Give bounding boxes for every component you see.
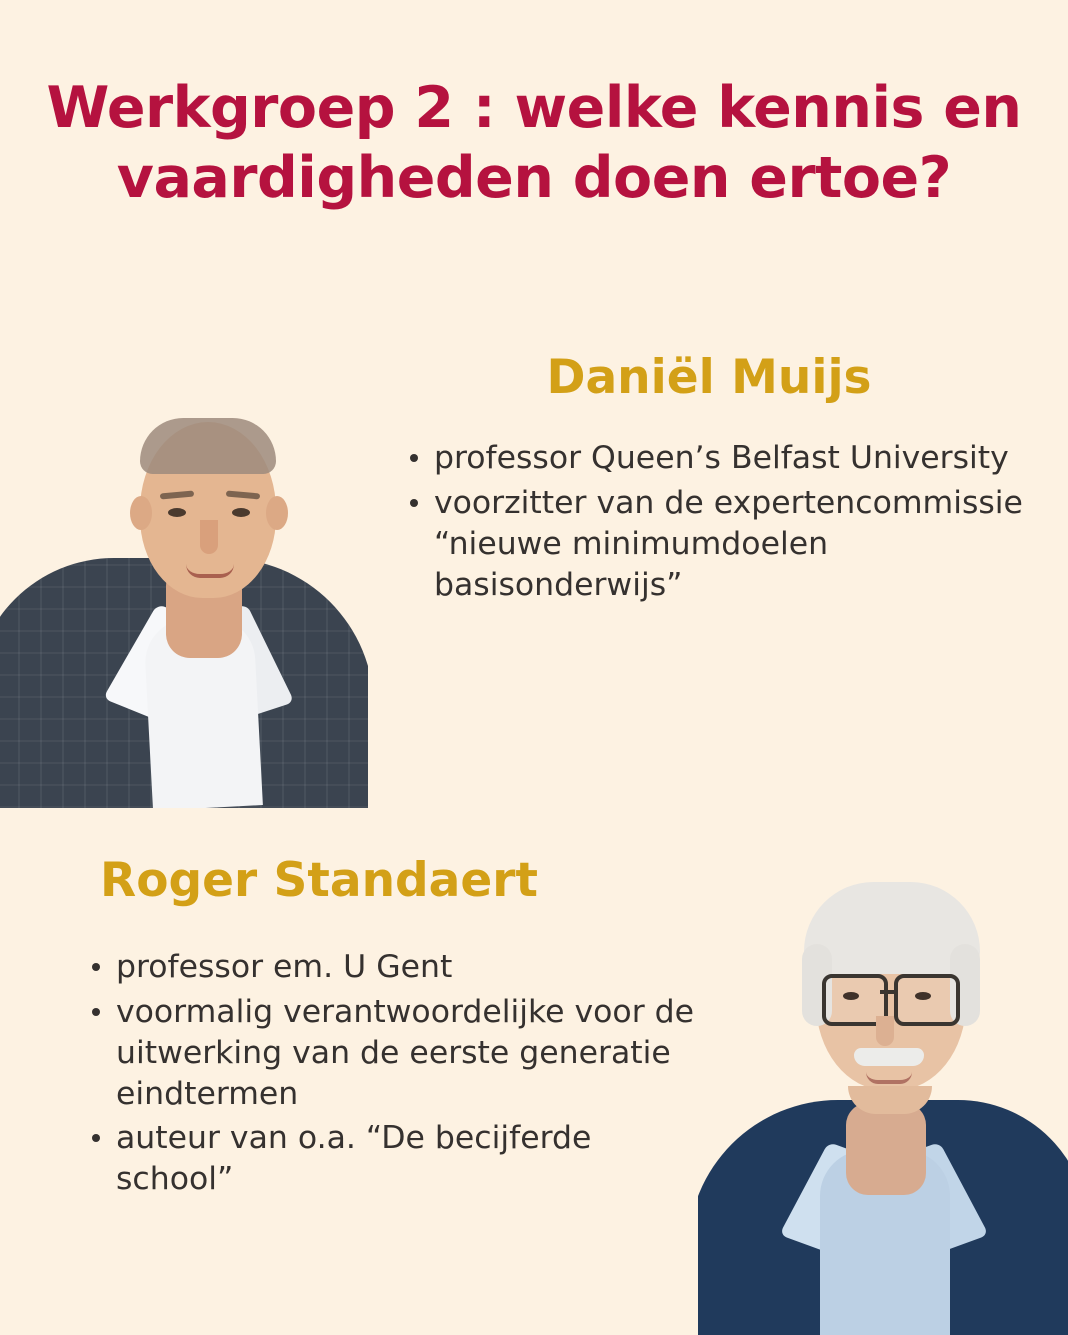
person-name: Roger Standaert [100, 853, 538, 908]
list-item: professor Queen’s Belfast University [406, 438, 1060, 479]
list-item: professor em. U Gent [88, 947, 718, 988]
list-item: auteur van o.a. “De becijferde school” [88, 1118, 718, 1200]
list-item: voorzitter van de expertencommissie “nieuwe minimumdoelen basisonderwijs” [406, 483, 1060, 606]
portrait-roger-standaert [698, 840, 1068, 1335]
list-item: voormalig verantwoordelijke voor de uitwerking van de eerste generatie eindtermen [88, 992, 718, 1115]
page-title: Werkgroep 2 : welke kennis en vaardigheden doen ertoe? [46, 75, 1022, 211]
person-bullet-list [58, 947, 718, 1201]
person-block-roger-standaert [0, 855, 1068, 1335]
person-bullet-list [376, 438, 1060, 606]
person-block-daniel-muijs [0, 352, 1068, 812]
portrait-daniel-muijs [0, 388, 368, 808]
person-name: Daniël Muijs [546, 350, 872, 405]
person-details-roger-standaert [58, 855, 718, 1204]
person-details-daniel-muijs [376, 352, 1060, 609]
